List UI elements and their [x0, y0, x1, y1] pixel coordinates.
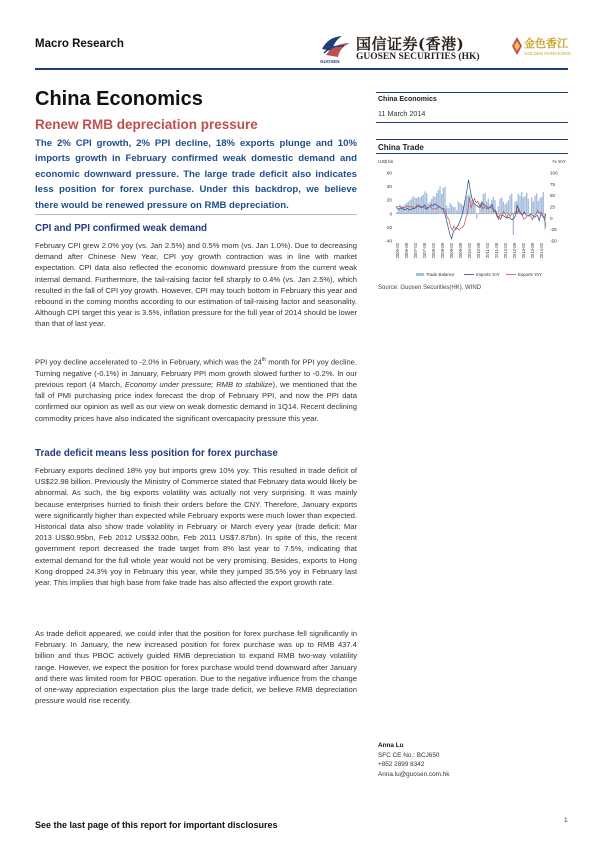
- trade-balance-bar: [501, 197, 502, 213]
- partner-logo: [510, 34, 572, 64]
- trade-balance-bar: [513, 214, 514, 235]
- left-tick-label: 0: [389, 211, 392, 217]
- trade-balance-bar: [531, 197, 532, 213]
- trade-balance-bar: [458, 202, 459, 214]
- trade-balance-bar: [466, 196, 467, 214]
- trade-balance-bar: [426, 193, 427, 213]
- legend-label: Trade Balance: [426, 272, 455, 277]
- trade-balance-bar: [526, 193, 527, 214]
- author-sfc: SFC CE No.: BCJ650: [378, 751, 440, 759]
- trade-balance-bar: [534, 195, 535, 213]
- legend-swatch: [416, 273, 424, 276]
- logo-mark-text: GUOSEN: [320, 59, 340, 64]
- trade-balance-bar: [533, 202, 534, 214]
- x-tick-label: 2008-02: [431, 243, 436, 259]
- right-tick-label: 0: [550, 215, 553, 221]
- sidebar-divider: [376, 153, 568, 154]
- trade-balance-bar: [506, 203, 507, 214]
- right-axis-unit: % YoY: [552, 159, 566, 164]
- partner-name-en: GOLDEN HONGKONG: [524, 51, 572, 56]
- trade-balance-bar: [523, 197, 524, 213]
- trade-balance-bar: [489, 204, 490, 214]
- x-tick-label: 2010-08: [476, 243, 481, 259]
- section-heading: CPI and PPI confirmed weak demand: [35, 223, 208, 234]
- sidebar-divider: [376, 92, 568, 93]
- x-tick-label: 2006-08: [404, 243, 409, 259]
- left-tick-label: -40: [385, 238, 392, 244]
- trade-balance-bar: [524, 196, 525, 214]
- left-tick-label: 20: [386, 197, 392, 203]
- author-email[interactable]: Anna.lu@guosen.com.hk: [378, 770, 450, 778]
- x-tick-label: 2013-08: [530, 243, 535, 259]
- left-axis-unit: US$ bn: [378, 159, 394, 164]
- trade-balance-bar: [459, 203, 460, 214]
- china-trade-chart: [376, 155, 568, 281]
- legend-label: Imports YoY: [476, 272, 500, 277]
- trade-balance-bar: [451, 205, 452, 214]
- trade-balance-bar: [424, 191, 425, 213]
- x-tick-label: 2012-02: [503, 243, 508, 259]
- author-info: [378, 741, 450, 779]
- page-title: China Economics: [35, 88, 203, 110]
- golden-hongkong-icon: [510, 36, 524, 56]
- legend-label: Exports YoY: [518, 272, 542, 277]
- company-name-en: GUOSEN SECURITIES (HK): [356, 52, 480, 62]
- x-tick-label: 2008-08: [440, 243, 445, 259]
- trade-balance-bar: [428, 204, 429, 214]
- x-tick-label: 2006-02: [395, 243, 400, 259]
- trade-balance-bar: [449, 203, 450, 214]
- body-paragraph: February exports declined 18% yoy but imports grew 10% yoy. This resulted in trade deficit of US$22.98 billion. Previously the Ministry of Commerce stated that February data would likely be abnormal. As such, the big exports volatility was actually not very surprising. It was mainly because enterprises hurried to finish their orders before the CNY. Therefore, January exports were significantly higher than expected while February exports were much lower than expected. Historical data also show trade volatility in February or March every year (trade deficit: Mar 2013 US$0.95bn, Feb 2012 US$32.00bn, Feb 2011 US$7.87bn). In spite of this, the recent government report decreased the trade target from 8% last year to 7.5%, indicating that external demand for the full whole year would not be very promising. Besides, exports to Hong Kong dropped 24.3% yoy in February this year, while they jumped 35.5% yoy in February last year. This implies that high base from fake trade has also affected the export growth rate.: [35, 466, 357, 588]
- trade-balance-bar: [434, 197, 435, 214]
- x-tick-label: 2009-08: [458, 243, 463, 259]
- right-tick-label: 100: [550, 170, 558, 176]
- trade-balance-bar: [423, 195, 424, 214]
- body-paragraph: February CPI grew 2.0% yoy (vs. Jan 2.5%) and 0.5% mom (vs. Jan 1.0%). Due to decreasing demand after Chinese New Year, CPI yoy growth contraction was in line with market expectation. CPI data also reflected the economic downward pressure from the current weak internal demand. Furthermore, the tail-raising factor fell sharply to 0.4% (vs. Jan 2.5%), which resulted in the fall of CPI yoy growth. However, CPI may touch bottom in February this year and rebound in the coming months according to our estimation of tail-raising factor and seasonality. Although CPI target this year is 3.5%, inflation pressure for the full year of 2014 should be lower than that of last year.: [35, 241, 357, 329]
- report-subtitle: Renew RMB depreciation pressure: [35, 117, 258, 132]
- trade-balance-bar: [436, 193, 437, 213]
- right-tick-label: -25: [550, 227, 557, 233]
- body-paragraph: As trade deficit appeared, we could infer that the position for forex purchase fell significantly in February. In January, the new increased position for forex purchase was up to RMB 437.4 billion and thus PBOC actively guided RMB depreciation to expand RMB two-way volatility range. However, we expect the position for forex purchase would trend downward after January and there was limited room for PBOC operation. Due to the negative influence from the change of one-way appreciation expectation plus the large trade deficit, we believe RMB depreciation pressure would rise recently.: [35, 629, 357, 706]
- trade-balance-bar: [456, 210, 457, 213]
- sidebar-label: China Economics: [378, 96, 437, 103]
- x-tick-label: 2011-08: [494, 243, 499, 259]
- x-tick-label: 2013-02: [521, 243, 526, 259]
- x-tick-label: 2012-08: [512, 243, 517, 259]
- trade-balance-bar: [413, 196, 414, 214]
- left-tick-label: 40: [386, 184, 392, 190]
- trade-balance-bar: [396, 212, 397, 213]
- trade-balance-bar: [486, 202, 487, 214]
- company-name-cn: 国信证券(香港): [356, 35, 465, 53]
- trade-balance-bar: [441, 194, 442, 214]
- partner-name-cn: 金色香江: [524, 37, 568, 50]
- trade-balance-bar: [509, 195, 510, 213]
- header-divider: [35, 68, 568, 70]
- x-tick-label: 2010-02: [467, 243, 472, 259]
- section-label: Macro Research: [35, 38, 124, 50]
- trade-balance-bar: [488, 199, 489, 214]
- trade-balance-bar: [508, 200, 509, 214]
- sidebar-divider: [376, 139, 568, 140]
- right-tick-label: 75: [550, 181, 556, 187]
- chart-source: Source: Guosen Securities(HK), WIND: [378, 285, 482, 291]
- author-name: Anna Lu: [378, 742, 404, 749]
- trade-balance-bar: [478, 213, 479, 214]
- summary-paragraph: The 2% CPI growth, 2% PPI decline, 18% exports plunge and 10% imports growth in February confirmed weak domestic demand and economic downward pressure. The large trade deficit also indicates less position for forex purchase. Under this backdrop, we believe there would be renewed pressure on RMB depreciation.: [35, 138, 357, 211]
- trade-balance-bar: [539, 198, 540, 214]
- trade-balance-bar: [541, 197, 542, 214]
- trade-balance-bar: [528, 199, 529, 214]
- trade-balance-bar: [421, 196, 422, 214]
- section-heading: Trade deficit means less position for forex purchase: [35, 448, 278, 459]
- trade-balance-bar: [453, 207, 454, 214]
- trade-balance-bar: [476, 214, 477, 219]
- x-tick-label: 2014-02: [539, 243, 544, 259]
- x-tick-label: 2007-08: [422, 243, 427, 259]
- right-tick-label: -50: [550, 238, 557, 244]
- summary-divider: [35, 214, 357, 215]
- trade-balance-bar: [511, 193, 512, 213]
- left-tick-label: 60: [386, 170, 392, 176]
- trade-balance-bar: [499, 199, 500, 214]
- page-number: 1: [564, 817, 568, 824]
- sidebar-divider: [376, 122, 568, 123]
- trade-balance-bar: [431, 199, 432, 214]
- trade-balance-bar: [408, 202, 409, 214]
- x-tick-label: 2007-02: [413, 243, 418, 259]
- disclosure-footer: See the last page of this report for important disclosures: [35, 820, 278, 830]
- chart-title: China Trade: [378, 143, 424, 152]
- trade-balance-bar: [439, 187, 440, 214]
- trade-balance-bar: [498, 206, 499, 213]
- right-tick-label: 25: [550, 204, 556, 210]
- x-tick-label: 2009-02: [449, 243, 454, 259]
- trade-balance-bar: [404, 204, 405, 214]
- trade-balance-bar: [448, 208, 449, 213]
- trade-balance-bar: [491, 200, 492, 214]
- author-phone: +852 2899 8342: [378, 761, 425, 769]
- trade-balance-bar: [454, 207, 455, 214]
- report-date: 11 March 2014: [378, 109, 426, 118]
- trade-balance-bar: [438, 190, 439, 214]
- trade-balance-bar: [429, 202, 430, 214]
- trade-balance-bar: [474, 204, 475, 214]
- right-tick-label: 50: [550, 193, 556, 199]
- trade-balance-bar: [484, 193, 485, 214]
- left-tick-label: -20: [385, 224, 392, 230]
- trade-balance-bar: [461, 204, 462, 214]
- trade-balance-bar: [414, 197, 415, 213]
- x-tick-label: 2011-02: [485, 243, 490, 259]
- trade-balance-bar: [521, 192, 522, 214]
- trade-balance-bar: [543, 192, 544, 214]
- body-paragraph: PPI yoy decline accelerated to -2.0% in February, which was the 24th month for PPI yoy decline. Turning negative (-0.1%) in January, February PPI mom growth slowed further to -0.2%. In our previous report (4 March, Economy under pressure; RMB to stabilize), we mentioned that the fall of PMI purchasing price index forecast the drop of February PPI, and now the PPI data confirmed our opinion as well as our view on weak domestic demand in 1Q14. Recent declining commodity prices have also indicated the significant overcapacity pressure this year.: [35, 357, 357, 423]
